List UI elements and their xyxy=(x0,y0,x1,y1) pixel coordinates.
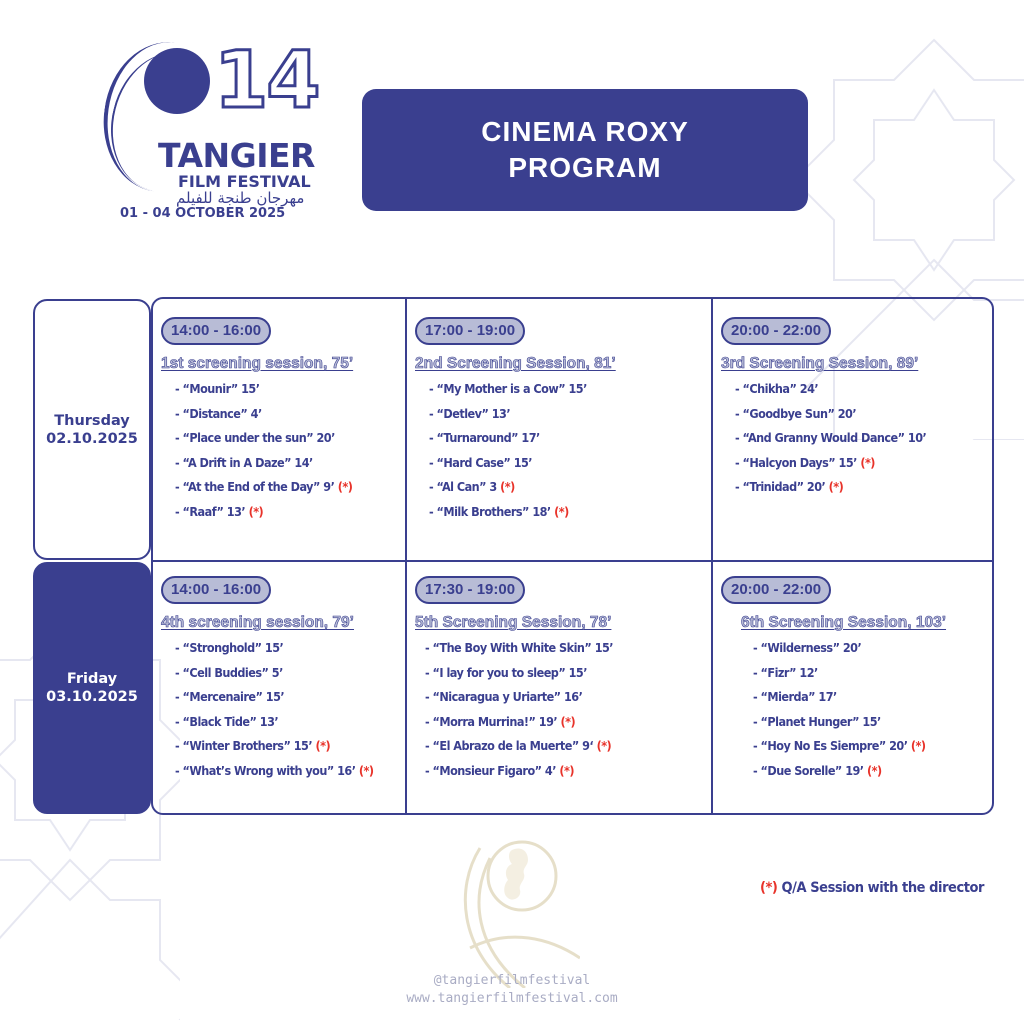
film-item: - “Milk Brothers” 18’ (*) xyxy=(429,504,569,520)
qa-marker: (*) xyxy=(596,739,612,754)
session-cell xyxy=(153,562,407,813)
film-item: - “Chikha” 24’ xyxy=(735,382,819,397)
qa-marker: (*) xyxy=(860,455,875,471)
film-item: - “Nicaragua y Uriarte” 16’ xyxy=(425,690,583,705)
film-item: - “Halcyon Days” 15’ (*) xyxy=(735,455,875,471)
day-date: 03.10.2025 xyxy=(46,689,138,705)
festival-logo xyxy=(98,38,318,228)
film-item: - “Cell Buddies” 5’ xyxy=(175,665,283,681)
qa-marker: (*) xyxy=(828,480,844,495)
time-slot-badge: 17:30 - 19:00 xyxy=(415,576,525,604)
time-slot-badge: 17:00 - 19:00 xyxy=(415,317,525,345)
time-slot-badge: 14:00 - 16:00 xyxy=(161,576,271,604)
day-label-friday xyxy=(33,562,151,814)
film-item: - “A Drift in A Daze” 14’ xyxy=(175,455,313,471)
festival-dates: 01 - 04 OCTOBER 2025 xyxy=(120,206,286,221)
film-item: - “At the End of the Day” 9’ (*) xyxy=(175,480,353,495)
session-cell xyxy=(713,299,992,562)
festival-emblem-watermark-icon xyxy=(450,828,580,988)
film-item: - “Detlev” 13’ xyxy=(429,406,511,422)
qa-marker: (*) xyxy=(248,504,264,520)
session-cell xyxy=(407,562,713,813)
qa-marker: (*) xyxy=(910,739,926,754)
logo-edition-number: 14 xyxy=(214,36,319,126)
film-item: - “Turnaround” 17’ xyxy=(429,431,540,446)
qa-marker: (*) xyxy=(760,880,778,896)
logo-arabic-title: مهرجان طنجة للفيلم xyxy=(176,189,305,207)
session-cell xyxy=(407,299,713,562)
qa-marker: (*) xyxy=(315,739,331,754)
film-item: - “Trinidad” 20’ (*) xyxy=(735,480,844,495)
film-item: - “Mounir” 15’ xyxy=(175,382,260,397)
film-item: - “Raaf” 13’ (*) xyxy=(175,504,264,520)
day-name: Thursday xyxy=(54,412,130,429)
film-item: - “Winter Brothers” 15’ (*) xyxy=(175,739,331,754)
qa-marker: (*) xyxy=(866,763,882,779)
film-item: - “Planet Hunger” 15’ xyxy=(753,714,881,730)
film-item: - “Fizr” 12’ xyxy=(753,665,818,681)
day-label-thursday xyxy=(33,299,151,560)
session-title: 6th Screening Session, 103’ xyxy=(741,614,947,631)
film-list xyxy=(415,637,711,784)
time-slot-badge: 20:00 - 22:00 xyxy=(721,576,831,604)
film-item: - “What’s Wrong with you” 16’ (*) xyxy=(175,763,374,779)
film-item: - “I lay for you to sleep” 15’ xyxy=(425,665,587,681)
logo-profile-emblem-icon xyxy=(144,48,210,114)
qa-legend xyxy=(760,880,984,896)
schedule-grid xyxy=(151,297,994,815)
session-title: 1st screening session, 75’ xyxy=(161,355,354,372)
film-item: - “Mercenaire” 15’ xyxy=(175,690,285,705)
film-list xyxy=(161,378,405,525)
film-item: - “Black Tide” 13’ xyxy=(175,714,279,730)
film-item: - “El Abrazo de la Muerte” 9‘ (*) xyxy=(425,739,612,754)
session-title: 2nd Screening Session, 81’ xyxy=(415,355,616,372)
film-item: - “And Granny Would Dance” 10’ xyxy=(735,431,927,446)
film-item: - “Al Can” 3 (*) xyxy=(429,480,515,495)
session-cell xyxy=(153,299,407,562)
day-date: 02.10.2025 xyxy=(46,430,138,447)
social-handle: @tangierfilmfestival xyxy=(433,973,591,988)
time-slot-badge: 20:00 - 22:00 xyxy=(721,317,831,345)
qa-marker: (*) xyxy=(559,763,574,779)
qa-marker: (*) xyxy=(500,480,515,495)
film-list xyxy=(415,378,711,525)
film-list xyxy=(721,378,992,501)
session-title: 5th Screening Session, 78’ xyxy=(415,614,612,631)
qa-marker: (*) xyxy=(358,763,374,779)
venue-title: CINEMA ROXY xyxy=(481,116,689,147)
film-item: - “Wilderness” 20’ xyxy=(753,641,862,656)
film-item: - “Monsieur Figaro” 4’ (*) xyxy=(425,763,574,779)
film-item: - “Hoy No Es Siempre” 20’ (*) xyxy=(753,739,926,754)
film-item: - “Due Sorelle” 19’ (*) xyxy=(753,763,882,779)
legend-text: Q/A Session with the director xyxy=(781,880,985,896)
website-link[interactable]: www.tangierfilmfestival.com xyxy=(406,991,618,1006)
qa-marker: (*) xyxy=(554,504,569,520)
film-item: - “Distance” 4’ xyxy=(175,406,262,422)
time-slot-badge: 14:00 - 16:00 xyxy=(161,317,271,345)
film-item: - “Goodbye Sun” 20’ xyxy=(735,406,857,422)
logo-name: TANGIER xyxy=(158,136,315,175)
film-item: - “Hard Case” 15’ xyxy=(429,455,533,471)
logo-subtitle: FILM FESTIVAL xyxy=(178,172,311,191)
session-title: 4th screening session, 79’ xyxy=(161,614,354,631)
film-item: - “Place under the sun” 20’ xyxy=(175,431,335,446)
program-header-banner xyxy=(362,89,808,211)
session-cell xyxy=(713,562,992,813)
film-item: - “Morra Murrina!” 19’ (*) xyxy=(425,714,576,730)
film-list xyxy=(721,637,992,784)
qa-marker: (*) xyxy=(337,480,353,495)
film-item: - “The Boy With White Skin” 15’ xyxy=(425,641,614,656)
session-title: 3rd Screening Session, 89’ xyxy=(721,355,919,372)
film-item: - “Stronghold” 15’ xyxy=(175,641,284,656)
program-title: PROGRAM xyxy=(508,152,662,183)
film-item: - “My Mother is a Cow” 15’ xyxy=(429,382,587,397)
film-list xyxy=(161,637,405,784)
day-name: Friday xyxy=(66,671,118,687)
film-item: - “Mierda” 17’ xyxy=(753,690,837,705)
qa-marker: (*) xyxy=(560,714,576,730)
